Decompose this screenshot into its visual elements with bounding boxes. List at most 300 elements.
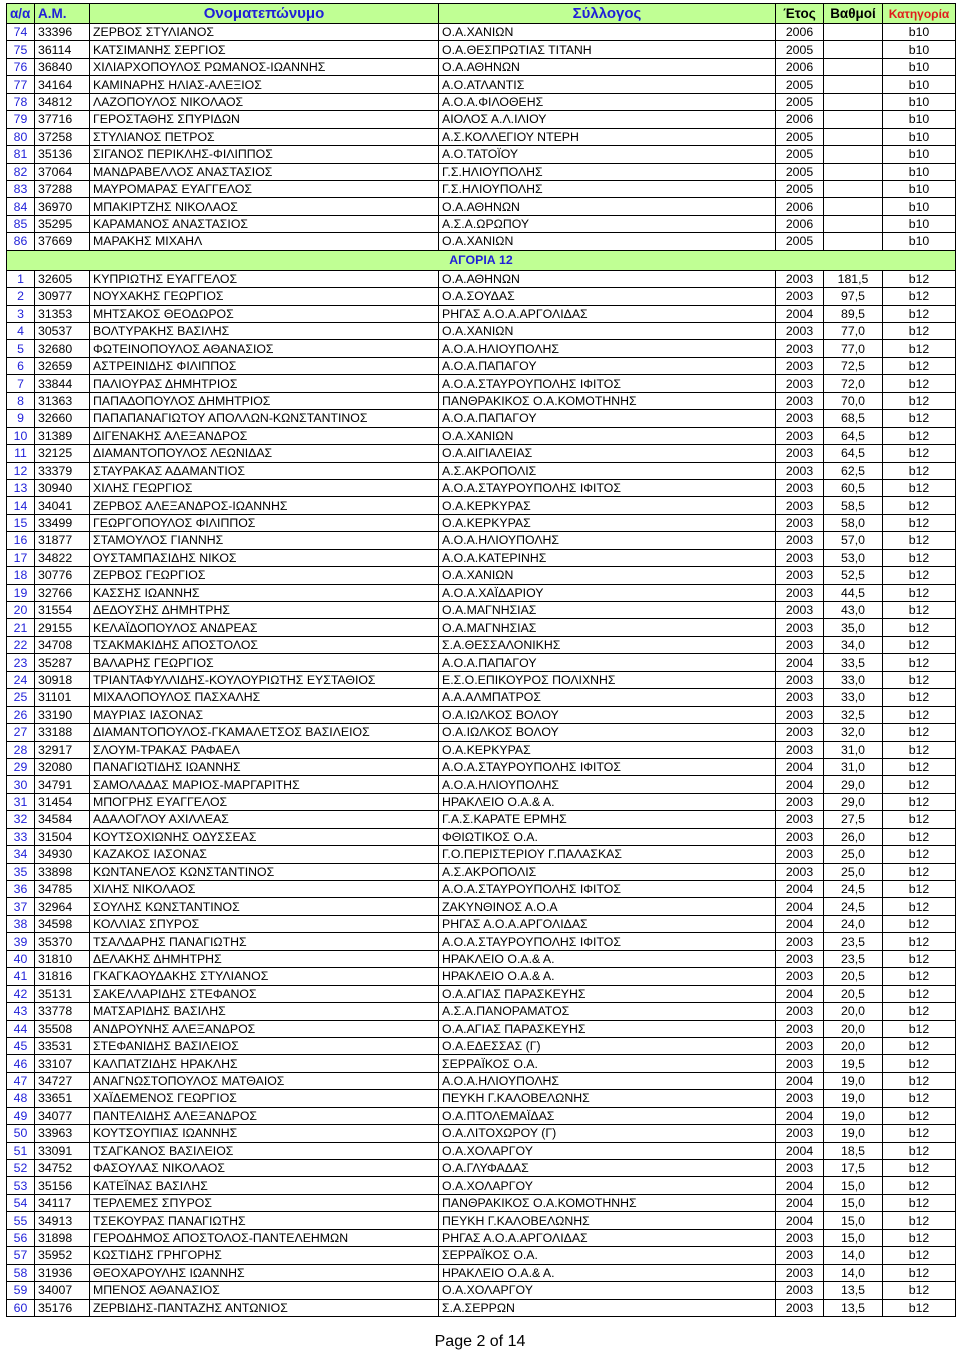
row-year: 2005 xyxy=(776,93,824,110)
table-row xyxy=(7,636,956,653)
row-year: 2003 xyxy=(776,846,824,863)
row-points xyxy=(824,24,883,41)
row-points: 15,0 xyxy=(824,1194,883,1211)
row-index: 41 xyxy=(7,968,35,985)
row-category: b10 xyxy=(883,128,956,145)
row-name: ΜΑΤΣΑΡΙΔΗΣ ΒΑΣΙΛΗΣ xyxy=(90,1003,439,1020)
row-club: Ο.Α.ΚΕΡΚΥΡΑΣ xyxy=(439,514,776,531)
row-club: Ο.Α.ΓΛΥΦΑΔΑΣ xyxy=(439,1160,776,1177)
row-club: Ο.Α.ΑΘΗΝΩΝ xyxy=(439,58,776,75)
table-row xyxy=(7,1229,956,1246)
row-name: ΠΑΝΤΕΛΙΔΗΣ ΑΛΕΞΑΝΔΡΟΣ xyxy=(90,1107,439,1124)
row-points: 23,5 xyxy=(824,950,883,967)
results-table xyxy=(6,3,956,1317)
row-index: 39 xyxy=(7,933,35,950)
row-year: 2003 xyxy=(776,584,824,601)
row-club: Ο.Α.ΚΕΡΚΥΡΑΣ xyxy=(439,741,776,758)
row-am: 34117 xyxy=(35,1194,90,1211)
row-category: b12 xyxy=(883,567,956,584)
row-name: ΜΙΧΑΛΟΠΟΥΛΟΣ ΠΑΣΧΑΛΗΣ xyxy=(90,689,439,706)
row-year: 2003 xyxy=(776,619,824,636)
table-row xyxy=(7,58,956,75)
row-points: 89,5 xyxy=(824,305,883,322)
row-year: 2003 xyxy=(776,1055,824,1072)
row-club: Ο.Α.ΚΕΡΚΥΡΑΣ xyxy=(439,497,776,514)
row-club: Α.Α.ΑΛΜΠΑΤΡΟΣ xyxy=(439,689,776,706)
row-category: b12 xyxy=(883,636,956,653)
row-name: ΒΟΛΤΥΡΑΚΗΣ ΒΑΣΙΛΗΣ xyxy=(90,323,439,340)
row-category: b10 xyxy=(883,58,956,75)
row-am: 30537 xyxy=(35,323,90,340)
row-name: ΤΡΙΑΝΤΑΦΥΛΛΙΔΗΣ-ΚΟΥΛΟΥΡΙΩΤΗΣ ΕΥΣΤΑΘΙΟΣ xyxy=(90,671,439,688)
row-club: Α.Σ.ΚΟΛΛΕΓΙΟΥ ΝΤΕΡΗ xyxy=(439,128,776,145)
table-row xyxy=(7,1107,956,1124)
row-category: b12 xyxy=(883,375,956,392)
row-index: 27 xyxy=(7,724,35,741)
row-index: 54 xyxy=(7,1194,35,1211)
row-category: b12 xyxy=(883,654,956,671)
row-index: 47 xyxy=(7,1072,35,1089)
row-points: 58,5 xyxy=(824,497,883,514)
row-club: Α.Ο.Α.ΚΑΤΕΡΙΝΗΣ xyxy=(439,549,776,566)
row-index: 79 xyxy=(7,111,35,128)
table-row xyxy=(7,619,956,636)
row-category: b12 xyxy=(883,915,956,932)
row-club: Α.Ο.Α.ΣΤΑΥΡΟΥΠΟΛΗΣ ΙΦΙΤΟΣ xyxy=(439,479,776,496)
row-am: 33844 xyxy=(35,375,90,392)
table-row xyxy=(7,76,956,93)
row-am: 33396 xyxy=(35,24,90,41)
row-points: 72,0 xyxy=(824,375,883,392)
row-club: Α.Σ.ΑΚΡΟΠΟΛΙΣ xyxy=(439,462,776,479)
table-row xyxy=(7,93,956,110)
table-row xyxy=(7,863,956,880)
row-points: 23,5 xyxy=(824,933,883,950)
row-index: 44 xyxy=(7,1020,35,1037)
table-row xyxy=(7,1264,956,1281)
row-index: 57 xyxy=(7,1247,35,1264)
row-name: ΤΣΕΚΟΥΡΑΣ ΠΑΝΑΓΙΩΤΗΣ xyxy=(90,1212,439,1229)
row-am: 31389 xyxy=(35,427,90,444)
row-year: 2003 xyxy=(776,567,824,584)
table-row xyxy=(7,479,956,496)
row-club: Ο.Α.ΑΓΙΑΣ ΠΑΡΑΣΚΕΥΗΣ xyxy=(439,985,776,1002)
table-row xyxy=(7,514,956,531)
row-club: Ο.Α.ΧΟΛΑΡΓΟΥ xyxy=(439,1177,776,1194)
row-am: 34598 xyxy=(35,915,90,932)
row-name: ΠΑΠΑΠΑΝΑΓΙΩΤΟΥ ΑΠΟΛΛΩΝ-ΚΩΝΣΤΑΝΤΙΝΟΣ xyxy=(90,410,439,427)
row-am: 31554 xyxy=(35,602,90,619)
row-name: ΧΙΛΗΣ ΝΙΚΟΛΑΟΣ xyxy=(90,881,439,898)
row-category: b12 xyxy=(883,392,956,409)
row-club: Ο.Α.ΙΩΛΚΟΣ ΒΟΛΟΥ xyxy=(439,706,776,723)
row-index: 2 xyxy=(7,288,35,305)
row-name: ΑΝΑΓΝΩΣΤΟΠΟΥΛΟΣ ΜΑΤΘΑΙΟΣ xyxy=(90,1072,439,1089)
row-points: 97,5 xyxy=(824,288,883,305)
row-index: 29 xyxy=(7,758,35,775)
row-index: 17 xyxy=(7,549,35,566)
table-row xyxy=(7,584,956,601)
row-index: 5 xyxy=(7,340,35,357)
row-am: 31898 xyxy=(35,1229,90,1246)
row-category: b12 xyxy=(883,863,956,880)
row-index: 21 xyxy=(7,619,35,636)
table-row xyxy=(7,128,956,145)
row-name: ΚΩΝΤΑΝΕΛΟΣ ΚΩΝΣΤΑΝΤΙΝΟΣ xyxy=(90,863,439,880)
table-row xyxy=(7,215,956,232)
row-points: 70,0 xyxy=(824,392,883,409)
row-category: b12 xyxy=(883,1229,956,1246)
row-points xyxy=(824,146,883,163)
table-row xyxy=(7,724,956,741)
row-index: 40 xyxy=(7,950,35,967)
row-am: 35295 xyxy=(35,215,90,232)
row-index: 55 xyxy=(7,1212,35,1229)
table-row xyxy=(7,1003,956,1020)
row-club: Ο.Α.ΠΤΟΛΕΜΑΪΔΑΣ xyxy=(439,1107,776,1124)
row-name: ΝΟΥΧΑΚΗΣ ΓΕΩΡΓΙΟΣ xyxy=(90,288,439,305)
row-category: b12 xyxy=(883,357,956,374)
row-am: 33651 xyxy=(35,1090,90,1107)
row-name: ΜΑΥΡΟΜΑΡΑΣ ΕΥΑΓΓΕΛΟΣ xyxy=(90,180,439,197)
row-category: b10 xyxy=(883,146,956,163)
row-category: b12 xyxy=(883,445,956,462)
row-club: Α.Ο.Α.ΣΤΑΥΡΟΥΠΟΛΗΣ ΙΦΙΤΟΣ xyxy=(439,375,776,392)
row-category: b12 xyxy=(883,323,956,340)
row-year: 2003 xyxy=(776,323,824,340)
row-points: 34,0 xyxy=(824,636,883,653)
table-row xyxy=(7,549,956,566)
table-row xyxy=(7,1125,956,1142)
row-index: 7 xyxy=(7,375,35,392)
row-name: ΜΑΝΔΡΑΒΕΛΛΟΣ ΑΝΑΣΤΑΣΙΟΣ xyxy=(90,163,439,180)
row-am: 37669 xyxy=(35,233,90,250)
row-index: 16 xyxy=(7,532,35,549)
table-row xyxy=(7,793,956,810)
table-row xyxy=(7,288,956,305)
row-points: 27,5 xyxy=(824,811,883,828)
column-header-category: Κατηγορία xyxy=(883,4,956,24)
row-name: ΣΤΑΜΟΥΛΟΣ ΓΙΑΝΝΗΣ xyxy=(90,532,439,549)
table-row xyxy=(7,1247,956,1264)
row-year: 2004 xyxy=(776,1212,824,1229)
row-category: b12 xyxy=(883,1194,956,1211)
row-club: Γ.Σ.ΗΛΙΟΥΠΟΛΗΣ xyxy=(439,163,776,180)
row-year: 2003 xyxy=(776,462,824,479)
row-year: 2003 xyxy=(776,514,824,531)
row-category: b12 xyxy=(883,1282,956,1299)
row-am: 31101 xyxy=(35,689,90,706)
row-index: 3 xyxy=(7,305,35,322)
row-name: ΓΕΡΟΔΗΜΟΣ ΑΠΟΣΤΟΛΟΣ-ΠΑΝΤΕΛΕΗΜΩΝ xyxy=(90,1229,439,1246)
row-name: ΣΙΓΑΝΟΣ ΠΕΡΙΚΛΗΣ-ΦΙΛΙΠΠΟΣ xyxy=(90,146,439,163)
row-index: 58 xyxy=(7,1264,35,1281)
table-row xyxy=(7,270,956,287)
row-points: 77,0 xyxy=(824,323,883,340)
row-club: Ε.Σ.Ο.ΕΠΙΚΟΥΡΟΣ ΠΟΛΙΧΝΗΣ xyxy=(439,671,776,688)
row-club: Ο.Α.ΧΟΛΑΡΓΟΥ xyxy=(439,1282,776,1299)
table-row xyxy=(7,24,956,41)
row-name: ΖΕΡΒΟΣ ΑΛΕΞΑΝΔΡΟΣ-ΙΩΑΝΝΗΣ xyxy=(90,497,439,514)
row-club: Α.Ο.Α.ΠΑΠΑΓΟΥ xyxy=(439,410,776,427)
row-name: ΠΑΠΑΔΟΠΟΥΛΟΣ ΔΗΜΗΤΡΙΟΣ xyxy=(90,392,439,409)
row-club: ΣΕΡΡΑΪΚΟΣ Ο.Α. xyxy=(439,1055,776,1072)
row-points: 181,5 xyxy=(824,270,883,287)
row-points: 58,0 xyxy=(824,514,883,531)
row-category: b12 xyxy=(883,724,956,741)
row-club: ΗΡΑΚΛΕΙΟ Ο.Α.& Α. xyxy=(439,793,776,810)
row-points xyxy=(824,93,883,110)
row-index: 25 xyxy=(7,689,35,706)
table-row xyxy=(7,706,956,723)
row-category: b12 xyxy=(883,1037,956,1054)
table-row xyxy=(7,758,956,775)
row-index: 50 xyxy=(7,1125,35,1142)
table-row xyxy=(7,898,956,915)
row-points: 20,0 xyxy=(824,1003,883,1020)
row-category: b12 xyxy=(883,270,956,287)
row-category: b12 xyxy=(883,602,956,619)
row-club: Ο.Α.ΧΑΝΙΩΝ xyxy=(439,567,776,584)
row-am: 30776 xyxy=(35,567,90,584)
row-club: Ο.Α.ΧΑΝΙΩΝ xyxy=(439,323,776,340)
row-index: 18 xyxy=(7,567,35,584)
row-points: 17,5 xyxy=(824,1160,883,1177)
row-am: 35176 xyxy=(35,1299,90,1316)
row-index: 11 xyxy=(7,445,35,462)
table-row xyxy=(7,1160,956,1177)
row-index: 35 xyxy=(7,863,35,880)
row-points xyxy=(824,111,883,128)
row-points: 19,0 xyxy=(824,1090,883,1107)
row-category: b10 xyxy=(883,93,956,110)
row-year: 2004 xyxy=(776,881,824,898)
table-row xyxy=(7,163,956,180)
row-am: 30977 xyxy=(35,288,90,305)
row-category: b12 xyxy=(883,584,956,601)
row-year: 2004 xyxy=(776,898,824,915)
table-row xyxy=(7,567,956,584)
row-club: Ο.Α.ΧΑΝΙΩΝ xyxy=(439,233,776,250)
row-club: ΗΡΑΚΛΕΙΟ Ο.Α.& Α. xyxy=(439,950,776,967)
row-name: ΤΣΑΓΚΑΝΟΣ ΒΑΣΙΛΕΙΟΣ xyxy=(90,1142,439,1159)
row-am: 36970 xyxy=(35,198,90,215)
row-am: 33963 xyxy=(35,1125,90,1142)
row-name: ΘΕΟΧΑΡΟΥΛΗΣ ΙΩΑΝΝΗΣ xyxy=(90,1264,439,1281)
row-am: 37716 xyxy=(35,111,90,128)
row-am: 34727 xyxy=(35,1072,90,1089)
row-year: 2005 xyxy=(776,180,824,197)
row-points: 20,0 xyxy=(824,1037,883,1054)
row-name: ΒΑΛΑΡΗΣ ΓΕΩΡΓΙΟΣ xyxy=(90,654,439,671)
row-category: b12 xyxy=(883,776,956,793)
table-row xyxy=(7,881,956,898)
row-index: 60 xyxy=(7,1299,35,1316)
row-year: 2003 xyxy=(776,1247,824,1264)
row-year: 2003 xyxy=(776,1037,824,1054)
row-category: b12 xyxy=(883,1003,956,1020)
row-points: 64,5 xyxy=(824,445,883,462)
table-row xyxy=(7,915,956,932)
row-index: 12 xyxy=(7,462,35,479)
row-index: 8 xyxy=(7,392,35,409)
row-name: ΑΔΑΛΟΓΛΟΥ ΑΧΙΛΛΕΑΣ xyxy=(90,811,439,828)
row-club: Ο.Α.ΜΑΓΝΗΣΙΑΣ xyxy=(439,619,776,636)
row-category: b12 xyxy=(883,497,956,514)
row-year: 2003 xyxy=(776,392,824,409)
row-index: 82 xyxy=(7,163,35,180)
row-year: 2003 xyxy=(776,689,824,706)
row-category: b12 xyxy=(883,305,956,322)
table-row xyxy=(7,1037,956,1054)
row-name: ΚΕΛΑΪΔΟΠΟΥΛΟΣ ΑΝΔΡΕΑΣ xyxy=(90,619,439,636)
row-points: 25,0 xyxy=(824,846,883,863)
row-points: 32,0 xyxy=(824,724,883,741)
row-category: b12 xyxy=(883,1160,956,1177)
row-year: 2004 xyxy=(776,1177,824,1194)
row-index: 19 xyxy=(7,584,35,601)
row-am: 34822 xyxy=(35,549,90,566)
row-year: 2005 xyxy=(776,233,824,250)
row-points: 13,5 xyxy=(824,1299,883,1316)
row-year: 2003 xyxy=(776,828,824,845)
row-index: 20 xyxy=(7,602,35,619)
row-points: 43,0 xyxy=(824,602,883,619)
row-category: b12 xyxy=(883,1212,956,1229)
table-row xyxy=(7,968,956,985)
row-am: 36840 xyxy=(35,58,90,75)
row-am: 34708 xyxy=(35,636,90,653)
row-points: 24,5 xyxy=(824,898,883,915)
row-index: 81 xyxy=(7,146,35,163)
row-name: ΦΑΣΟΥΛΑΣ ΝΙΚΟΛΑΟΣ xyxy=(90,1160,439,1177)
row-year: 2003 xyxy=(776,671,824,688)
row-am: 31353 xyxy=(35,305,90,322)
row-club: Ο.Α.ΧΑΝΙΩΝ xyxy=(439,24,776,41)
row-am: 34164 xyxy=(35,76,90,93)
row-year: 2003 xyxy=(776,427,824,444)
table-row xyxy=(7,950,956,967)
row-year: 2006 xyxy=(776,58,824,75)
row-year: 2003 xyxy=(776,1229,824,1246)
row-year: 2003 xyxy=(776,950,824,967)
row-am: 34041 xyxy=(35,497,90,514)
table-row xyxy=(7,846,956,863)
row-index: 84 xyxy=(7,198,35,215)
row-name: ΟΥΣΤΑΜΠΑΣΙΔΗΣ ΝΙΚΟΣ xyxy=(90,549,439,566)
row-name: ΤΣΑΛΔΑΡΗΣ ΠΑΝΑΓΙΩΤΗΣ xyxy=(90,933,439,950)
row-name: ΔΕΔΟΥΣΗΣ ΔΗΜΗΤΡΗΣ xyxy=(90,602,439,619)
row-name: ΤΕΡΛΕΜΕΣ ΣΠΥΡΟΣ xyxy=(90,1194,439,1211)
row-year: 2003 xyxy=(776,270,824,287)
row-club: Γ.Ο.ΠΕΡΙΣΤΕΡΙΟΥ Γ.ΠΑΛΑΣΚΑΣ xyxy=(439,846,776,863)
table-row xyxy=(7,180,956,197)
row-am: 33190 xyxy=(35,706,90,723)
row-club: ΑΙΟΛΟΣ Α.Λ.ΙΛΙΟΥ xyxy=(439,111,776,128)
row-category: b12 xyxy=(883,1247,956,1264)
row-points: 15,0 xyxy=(824,1229,883,1246)
row-category: b12 xyxy=(883,1264,956,1281)
row-name: ΜΗΤΣΑΚΟΣ ΘΕΟΔΩΡΟΣ xyxy=(90,305,439,322)
row-index: 51 xyxy=(7,1142,35,1159)
row-index: 75 xyxy=(7,41,35,58)
row-club: ΠΕΥΚΗ Γ.ΚΑΛΟΒΕΛΩΝΗΣ xyxy=(439,1212,776,1229)
row-name: ΔΙΑΜΑΝΤΟΠΟΥΛΟΣ ΛΕΩΝΙΔΑΣ xyxy=(90,445,439,462)
row-category: b12 xyxy=(883,1107,956,1124)
row-name: ΖΕΡΒΟΣ ΣΤΥΛΙΑΝΟΣ xyxy=(90,24,439,41)
row-category: b10 xyxy=(883,41,956,58)
row-club: Ο.Α.ΧΟΛΑΡΓΟΥ xyxy=(439,1142,776,1159)
row-category: b10 xyxy=(883,233,956,250)
row-club: Α.Ο.Α.ΠΑΠΑΓΟΥ xyxy=(439,654,776,671)
table-row xyxy=(7,654,956,671)
section-title: ΑΓΟΡΙΑ 12 xyxy=(7,250,956,270)
row-club: Α.Ο.ΑΤΛΑΝΤΙΣ xyxy=(439,76,776,93)
row-year: 2006 xyxy=(776,111,824,128)
table-row xyxy=(7,233,956,250)
row-category: b12 xyxy=(883,514,956,531)
row-year: 2004 xyxy=(776,1194,824,1211)
row-year: 2004 xyxy=(776,1072,824,1089)
row-am: 31454 xyxy=(35,793,90,810)
row-am: 33531 xyxy=(35,1037,90,1054)
table-row xyxy=(7,146,956,163)
row-am: 32917 xyxy=(35,741,90,758)
row-points: 14,0 xyxy=(824,1247,883,1264)
row-am: 32766 xyxy=(35,584,90,601)
row-name: ΜΠΕΝΟΣ ΑΘΑΝΑΣΙΟΣ xyxy=(90,1282,439,1299)
row-category: b12 xyxy=(883,811,956,828)
row-category: b10 xyxy=(883,180,956,197)
row-club: ΦΘΙΩΤΙΚΟΣ Ο.Α. xyxy=(439,828,776,845)
row-club: Ο.Α.ΑΙΓΙΑΛΕΙΑΣ xyxy=(439,445,776,462)
row-name: ΔΕΛΑΚΗΣ ΔΗΜΗΤΡΗΣ xyxy=(90,950,439,967)
row-category: b10 xyxy=(883,163,956,180)
row-club: Γ.Σ.ΗΛΙΟΥΠΟΛΗΣ xyxy=(439,180,776,197)
row-club: ΠΕΥΚΗ Γ.ΚΑΛΟΒΕΛΩΝΗΣ xyxy=(439,1090,776,1107)
row-name: ΚΥΠΡΙΩΤΗΣ ΕΥΑΓΓΕΛΟΣ xyxy=(90,270,439,287)
row-name: ΣΤΕΦΑΝΙΔΗΣ ΒΑΣΙΛΕΙΟΣ xyxy=(90,1037,439,1054)
row-name: ΑΣΤΡΕΙΝΙΔΗΣ ΦΙΛΙΠΠΟΣ xyxy=(90,357,439,374)
row-club: ΠΑΝΘΡΑΚΙΚΟΣ Ο.Α.ΚΟΜΟΤΗΝΗΣ xyxy=(439,1194,776,1211)
row-club: Σ.Α.ΣΕΡΡΩΝ xyxy=(439,1299,776,1316)
row-year: 2003 xyxy=(776,1020,824,1037)
row-am: 34785 xyxy=(35,881,90,898)
row-category: b12 xyxy=(883,1299,956,1316)
row-year: 2004 xyxy=(776,1142,824,1159)
row-points: 31,0 xyxy=(824,758,883,775)
row-name: ΣΤΑΥΡΑΚΑΣ ΑΔΑΜΑΝΤΙΟΣ xyxy=(90,462,439,479)
row-points: 20,5 xyxy=(824,968,883,985)
row-index: 52 xyxy=(7,1160,35,1177)
row-category: b12 xyxy=(883,741,956,758)
row-club: Α.Ο.Α.ΣΤΑΥΡΟΥΠΟΛΗΣ ΙΦΙΤΟΣ xyxy=(439,933,776,950)
row-year: 2003 xyxy=(776,1160,824,1177)
row-index: 9 xyxy=(7,410,35,427)
row-year: 2004 xyxy=(776,915,824,932)
table-row xyxy=(7,1142,956,1159)
row-category: b12 xyxy=(883,1125,956,1142)
row-am: 35508 xyxy=(35,1020,90,1037)
row-year: 2005 xyxy=(776,163,824,180)
row-points: 19,5 xyxy=(824,1055,883,1072)
header-row xyxy=(7,4,956,24)
row-name: ΚΑΛΠΑΤΖΙΔΗΣ ΗΡΑΚΛΗΣ xyxy=(90,1055,439,1072)
row-name: ΚΟΥΤΣΟΥΠΙΑΣ ΙΩΑΝΝΗΣ xyxy=(90,1125,439,1142)
row-club: Α.Ο.Α.ΗΛΙΟΥΠΟΛΗΣ xyxy=(439,340,776,357)
row-points: 64,5 xyxy=(824,427,883,444)
row-category: b10 xyxy=(883,215,956,232)
